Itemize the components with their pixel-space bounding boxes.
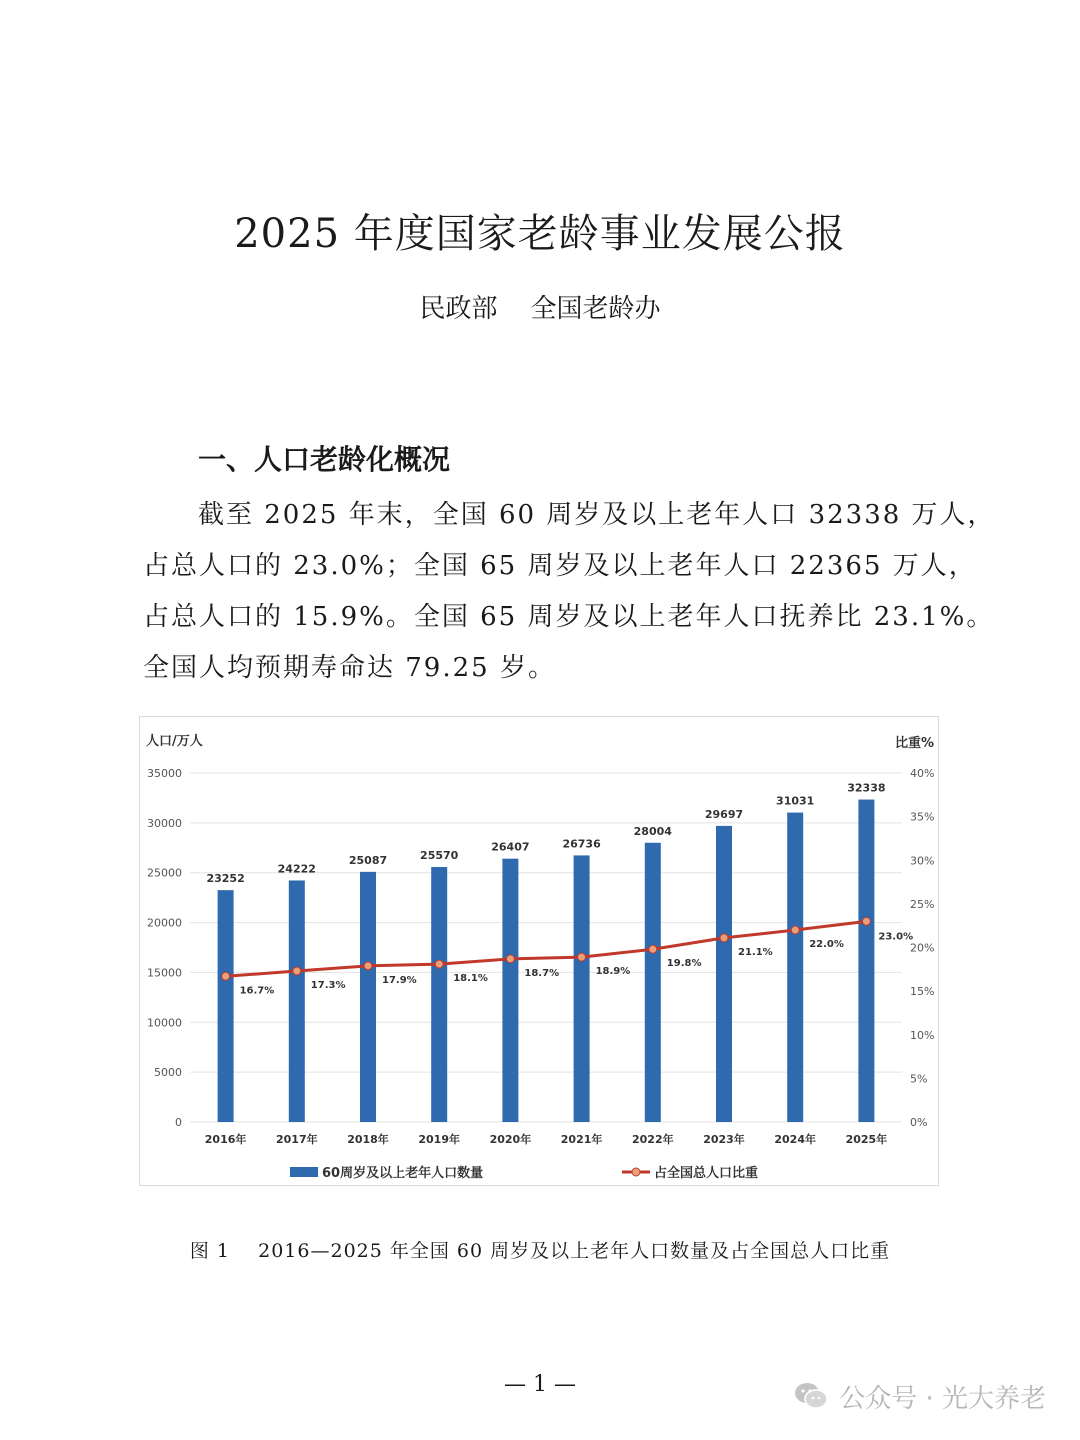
- paragraph-line: 占总人口的 15.9%。全国 65 周岁及以上老年人口抚养比 23.1%。: [143, 602, 995, 632]
- y-tick-label: 15000: [147, 966, 182, 980]
- bar-value-label: 29697: [704, 807, 744, 821]
- x-tick-label: 2019年: [418, 1133, 461, 1146]
- legend-line-marker: [632, 1168, 640, 1176]
- line-value-label: 18.9%: [595, 966, 631, 978]
- line-value-label: 16.7%: [239, 985, 275, 997]
- document-authors: 民政部 全国老龄办: [419, 294, 661, 324]
- watermark-text: 公众号 · 光大养老: [839, 1383, 1046, 1414]
- bar: [645, 843, 661, 1122]
- y2-tick-label: 0%: [910, 1116, 928, 1129]
- line-value-label: 17.9%: [382, 974, 417, 986]
- y2-tick-label: 10%: [910, 1028, 935, 1042]
- line-point: [578, 953, 586, 961]
- document-title: 2025 年度国家老龄事业发展公报: [234, 211, 846, 257]
- x-tick-label: 2021年: [560, 1133, 603, 1146]
- bar: [289, 880, 305, 1122]
- y2-tick-label: 35%: [910, 810, 935, 824]
- y-tick-label: 0: [175, 1116, 182, 1129]
- bar: [360, 872, 376, 1122]
- bar: [858, 800, 874, 1122]
- x-tick-label: 2022年: [631, 1133, 674, 1146]
- line-point: [649, 945, 657, 953]
- bar: [574, 855, 590, 1122]
- bar-value-label: 32338: [847, 781, 886, 795]
- bar-value-label: 26407: [491, 840, 530, 854]
- y2-axis-title: 比重%: [894, 736, 934, 751]
- bar-value-label: 26736: [562, 837, 601, 851]
- line-point: [435, 960, 443, 968]
- x-tick-label: 2025年: [845, 1133, 888, 1146]
- line-point: [506, 955, 514, 963]
- line-point: [364, 962, 372, 970]
- paragraph-line: 截至 2025 年末，全国 60 周岁及以上老年人口 32338 万人，: [198, 500, 996, 530]
- legend-bar-label: 60周岁及以上老年人口数量: [322, 1166, 484, 1181]
- y2-tick-label: 40%: [910, 767, 935, 780]
- y2-tick-label: 20%: [910, 941, 935, 955]
- line-value-label: 21.1%: [738, 946, 773, 958]
- x-tick-label: 2017年: [275, 1133, 318, 1146]
- watermark: [793, 1378, 1046, 1414]
- data-labels: [206, 782, 913, 997]
- x-tick-label: 2024年: [774, 1133, 817, 1146]
- y2-tick-label: 15%: [910, 985, 935, 999]
- bar: [502, 859, 518, 1122]
- y-tick-label: 5000: [154, 1066, 182, 1080]
- line-value-label: 19.8%: [666, 958, 702, 970]
- bar-value-label: 28004: [633, 824, 672, 838]
- bar: [716, 826, 732, 1122]
- y-tick-label: 30000: [147, 816, 182, 830]
- line-value-label: 18.1%: [453, 973, 488, 985]
- paragraph-line: 全国人均预期寿命达 79.25 岁。: [143, 653, 556, 683]
- figure-caption: 图 1 2016—2025 年全国 60 周岁及以上老年人口数量及占全国总人口比重: [189, 1240, 891, 1262]
- line-value-label: 17.3%: [310, 980, 346, 992]
- section-heading: 一、人口老龄化概况: [198, 443, 451, 476]
- bar-value-label: 25087: [348, 853, 388, 867]
- line-point: [791, 926, 799, 934]
- x-tick-label: 2023年: [703, 1133, 745, 1146]
- x-tick-label: 2018年: [347, 1133, 389, 1146]
- y-tick-label: 25000: [147, 866, 182, 880]
- y2-tick-label: 25%: [910, 897, 935, 911]
- line-point: [720, 934, 728, 942]
- y-tick-label: 20000: [147, 916, 182, 930]
- y-tick-label: 10000: [147, 1016, 182, 1030]
- y2-tick-label: 5%: [910, 1072, 928, 1086]
- line-point: [293, 967, 301, 975]
- bar-value-label: 23252: [206, 872, 245, 886]
- paragraph-line: 占总人口的 23.0%；全国 65 周岁及以上老年人口 22365 万人，: [143, 551, 977, 581]
- bar: [218, 890, 234, 1122]
- population-chart: [139, 716, 939, 1186]
- y2-tick-label: 30%: [910, 854, 935, 868]
- chart-legend: [290, 1165, 758, 1181]
- x-tick-label: 2016年: [204, 1133, 247, 1146]
- bar-value-label: 24222: [277, 862, 316, 876]
- wechat-icon: [793, 1378, 829, 1414]
- page-number: — 1 —: [504, 1372, 576, 1397]
- y-tick-label: 35000: [147, 767, 182, 780]
- legend-bar-swatch: [290, 1167, 318, 1177]
- bar: [787, 813, 803, 1122]
- bar-value-label: 25570: [420, 849, 459, 863]
- line-value-label: 18.7%: [524, 967, 560, 979]
- line-point: [222, 972, 230, 980]
- line-value-label: 23.0%: [878, 931, 914, 943]
- axis-ticks: [147, 767, 934, 1146]
- y-axis-title: 人口/万人: [146, 734, 203, 749]
- legend-line-label: 占全国总人口比重: [654, 1166, 759, 1181]
- line-value-label: 22.0%: [809, 939, 844, 951]
- bar: [431, 867, 447, 1122]
- bar-series: [218, 800, 875, 1122]
- x-tick-label: 2020年: [489, 1133, 532, 1146]
- line-point: [862, 917, 870, 925]
- bar-value-label: 31031: [776, 794, 815, 808]
- chart-svg: [140, 717, 940, 1187]
